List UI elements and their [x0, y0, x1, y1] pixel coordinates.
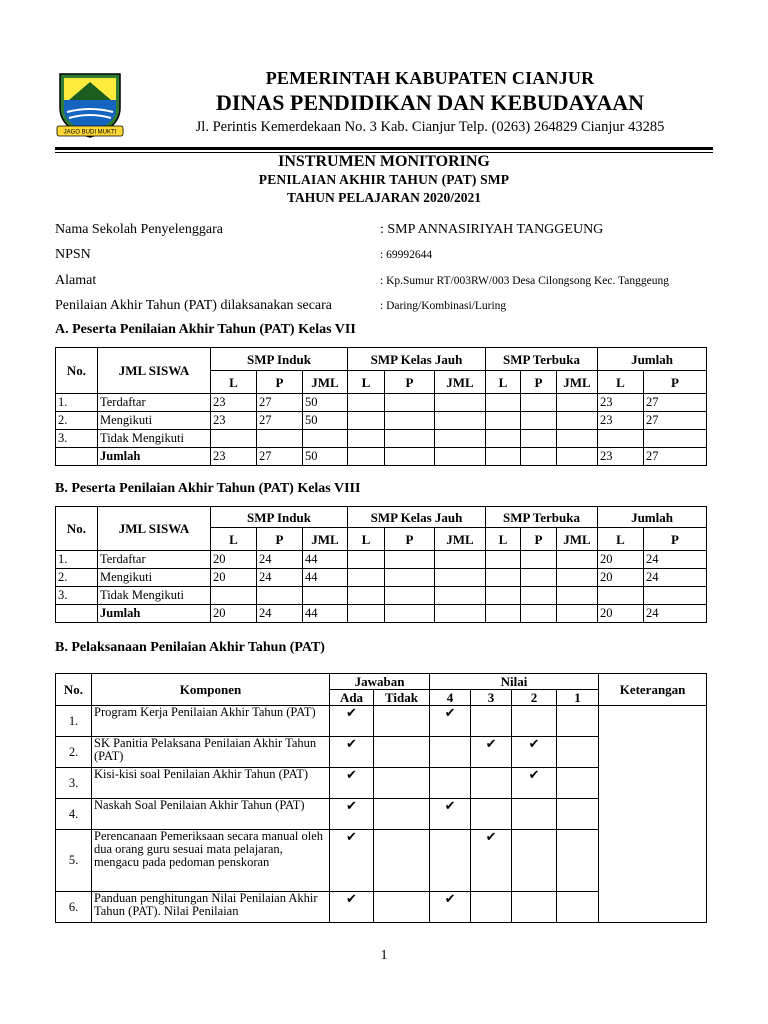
row-no: 1.: [56, 551, 98, 569]
empty-cell: [557, 706, 599, 737]
empty-cell: [374, 830, 430, 892]
row-value: [598, 587, 644, 605]
logo-ribbon-text: JAGO BUDI MUKTI: [63, 129, 117, 136]
row-value: 20: [598, 605, 644, 623]
info-value-mode: : Daring/Kombinasi/Luring: [380, 300, 507, 312]
header-jml: JML: [303, 371, 348, 394]
table-row: [56, 394, 707, 412]
header-l: L: [211, 371, 257, 394]
row-value: 24: [644, 605, 707, 623]
row-value: [385, 587, 435, 605]
row-value: [521, 569, 557, 587]
header-nilai: Nilai: [430, 674, 599, 690]
row-value: [348, 587, 385, 605]
row-value: 20: [211, 569, 257, 587]
row-value: [257, 587, 303, 605]
header-jml-siswa: JML SISWA: [98, 348, 211, 394]
row-label: Mengikuti: [98, 412, 211, 430]
row-no: 5.: [56, 830, 92, 892]
row-value: 44: [303, 569, 348, 587]
row-value: [435, 605, 486, 623]
header-komponen: Komponen: [92, 674, 330, 706]
row-value: 23: [598, 448, 644, 466]
check-mark-icon: ✔: [330, 799, 374, 830]
header-l: L: [211, 528, 257, 551]
empty-cell: [557, 737, 599, 768]
header-smp-terbuka: SMP Terbuka: [486, 507, 598, 528]
doc-subtitle: PENILAIAN AKHIR TAHUN (PAT) SMP: [258, 172, 510, 187]
empty-cell: [471, 768, 512, 799]
row-value: [385, 394, 435, 412]
row-value: [348, 430, 385, 448]
header-jml: JML: [557, 371, 598, 394]
info-value-npsn: : 69992644: [380, 249, 433, 261]
row-value: 20: [598, 551, 644, 569]
row-value: [348, 605, 385, 623]
header-jml-siswa: JML SISWA: [98, 507, 211, 551]
row-value: [486, 587, 521, 605]
row-no: 2.: [56, 569, 98, 587]
cianjur-emblem-logo: [55, 70, 125, 140]
row-value: 23: [598, 394, 644, 412]
table-pelaksanaan: [55, 673, 707, 923]
row-value: [521, 394, 557, 412]
row-value: 23: [211, 412, 257, 430]
row-value: 27: [257, 394, 303, 412]
empty-cell: [374, 892, 430, 923]
header-jml: JML: [435, 528, 486, 551]
header-p: P: [257, 371, 303, 394]
row-value: [521, 430, 557, 448]
row-no: 3.: [56, 587, 98, 605]
info-label-address: Alamat: [55, 273, 97, 288]
row-no: 6.: [56, 892, 92, 923]
header-smp-induk: SMP Induk: [211, 507, 348, 528]
table-row: [56, 605, 707, 623]
row-value: [257, 430, 303, 448]
row-value: [303, 430, 348, 448]
empty-cell: [471, 892, 512, 923]
check-mark-icon: ✔: [471, 830, 512, 892]
row-no: 1.: [56, 394, 98, 412]
row-value: 20: [598, 569, 644, 587]
check-mark-icon: ✔: [330, 737, 374, 768]
row-no: 2.: [56, 737, 92, 768]
letterhead-rule-thick: [55, 147, 713, 150]
check-mark-icon: ✔: [430, 892, 471, 923]
header-ada: Ada: [330, 690, 374, 706]
table-row: [56, 587, 707, 605]
header-nilai-1: 1: [557, 690, 599, 706]
letterhead-address: Jl. Perintis Kemerdekaan No. 3 Kab. Cianjur Telp. (0263) 264829 Cianjur 43285: [195, 119, 665, 135]
row-value: [521, 412, 557, 430]
row-value: [486, 551, 521, 569]
row-value: 24: [257, 569, 303, 587]
row-value: [435, 394, 486, 412]
row-komponen: Kisi-kisi soal Penilaian Akhir Tahun (PAT): [92, 768, 330, 799]
row-value: [598, 430, 644, 448]
letterhead: [130, 68, 730, 136]
row-value: 24: [644, 551, 707, 569]
header-tidak: Tidak: [374, 690, 430, 706]
row-value: [557, 551, 598, 569]
row-value: [385, 569, 435, 587]
header-p: P: [644, 371, 707, 394]
row-value: [486, 569, 521, 587]
row-value: [521, 448, 557, 466]
row-value: 50: [303, 412, 348, 430]
row-value: 44: [303, 551, 348, 569]
header-l: L: [348, 528, 385, 551]
row-value: 23: [211, 448, 257, 466]
check-mark-icon: ✔: [471, 737, 512, 768]
row-value: [486, 605, 521, 623]
row-value: [348, 551, 385, 569]
row-value: [557, 412, 598, 430]
header-jml: JML: [303, 528, 348, 551]
header-p: P: [385, 371, 435, 394]
row-value: 20: [211, 551, 257, 569]
header-p: P: [644, 528, 707, 551]
section-a-title: A. Peserta Penilaian Akhir Tahun (PAT) Kelas VII: [55, 322, 356, 337]
empty-cell: [471, 799, 512, 830]
row-value: [211, 587, 257, 605]
keterangan-cell: [599, 706, 707, 923]
row-komponen: SK Panitia Pelaksana Penilaian Akhir Tahun (PAT): [92, 737, 330, 768]
row-value: [557, 448, 598, 466]
header-jml: JML: [435, 371, 486, 394]
header-p: P: [521, 528, 557, 551]
header-smp-kelas-jauh: SMP Kelas Jauh: [348, 348, 486, 371]
page-number: 1: [380, 948, 388, 963]
section-c-title: B. Pelaksanaan Penilaian Akhir Tahun (PAT): [55, 640, 325, 655]
check-mark-icon: ✔: [512, 737, 557, 768]
row-value: 24: [257, 551, 303, 569]
row-value: 20: [211, 605, 257, 623]
header-no: No.: [56, 348, 98, 394]
table-row: [56, 551, 707, 569]
row-value: [435, 430, 486, 448]
row-value: [211, 430, 257, 448]
header-nilai-2: 2: [512, 690, 557, 706]
empty-cell: [557, 830, 599, 892]
row-label: Mengikuti: [98, 569, 211, 587]
info-value-school: : SMP ANNASIRIYAH TANGGEUNG: [380, 222, 604, 237]
row-value: [385, 605, 435, 623]
row-value: 24: [257, 605, 303, 623]
empty-cell: [374, 706, 430, 737]
header-p: P: [257, 528, 303, 551]
empty-cell: [557, 768, 599, 799]
doc-year: TAHUN PELAJARAN 2020/2021: [286, 190, 481, 205]
table-row: [56, 412, 707, 430]
row-no: [56, 448, 98, 466]
row-label: Jumlah: [98, 448, 211, 466]
row-label: Tidak Mengikuti: [98, 430, 211, 448]
header-smp-terbuka: SMP Terbuka: [486, 348, 598, 371]
row-value: [486, 412, 521, 430]
row-value: [557, 587, 598, 605]
row-value: [486, 394, 521, 412]
row-komponen: Panduan penghitungan Nilai Penilaian Akhir Tahun (PAT). Nilai Penilaian: [92, 892, 330, 923]
row-komponen: Program Kerja Penilaian Akhir Tahun (PAT): [92, 706, 330, 737]
row-label: Tidak Mengikuti: [98, 587, 211, 605]
check-mark-icon: ✔: [430, 706, 471, 737]
empty-cell: [374, 768, 430, 799]
empty-cell: [374, 737, 430, 768]
doc-title: INSTRUMEN MONITORING: [278, 153, 490, 170]
info-label-npsn: NPSN: [55, 247, 91, 262]
row-no: [56, 605, 98, 623]
row-value: [521, 551, 557, 569]
row-value: 50: [303, 448, 348, 466]
row-value: 23: [211, 394, 257, 412]
table-row: [56, 706, 707, 737]
row-value: 50: [303, 394, 348, 412]
empty-cell: [557, 892, 599, 923]
table-kelas-viii: [55, 506, 707, 623]
row-no: 2.: [56, 412, 98, 430]
row-value: [644, 430, 707, 448]
row-value: [385, 412, 435, 430]
header-no: No.: [56, 674, 92, 706]
check-mark-icon: ✔: [430, 799, 471, 830]
row-value: [385, 448, 435, 466]
row-label: Terdaftar: [98, 551, 211, 569]
row-value: [385, 551, 435, 569]
row-no: 3.: [56, 430, 98, 448]
info-label-school: Nama Sekolah Penyelenggara: [55, 222, 223, 237]
header-smp-kelas-jauh: SMP Kelas Jauh: [348, 507, 486, 528]
empty-cell: [430, 830, 471, 892]
row-komponen: Naskah Soal Penilaian Akhir Tahun (PAT): [92, 799, 330, 830]
empty-cell: [374, 799, 430, 830]
header-smp-induk: SMP Induk: [211, 348, 348, 371]
row-value: [348, 448, 385, 466]
header-l: L: [598, 528, 644, 551]
row-value: [348, 569, 385, 587]
header-nilai-3: 3: [471, 690, 512, 706]
table-row: [56, 448, 707, 466]
header-l: L: [486, 528, 521, 551]
empty-cell: [471, 706, 512, 737]
row-value: 27: [257, 412, 303, 430]
row-value: [385, 430, 435, 448]
row-value: 27: [644, 412, 707, 430]
row-value: [486, 430, 521, 448]
check-mark-icon: ✔: [330, 892, 374, 923]
row-value: 44: [303, 605, 348, 623]
empty-cell: [557, 799, 599, 830]
row-value: 27: [257, 448, 303, 466]
row-value: [486, 448, 521, 466]
check-mark-icon: ✔: [330, 768, 374, 799]
row-label: Jumlah: [98, 605, 211, 623]
header-l: L: [486, 371, 521, 394]
row-value: [348, 412, 385, 430]
row-value: 23: [598, 412, 644, 430]
row-value: 27: [644, 448, 707, 466]
letterhead-agency: DINAS PENDIDIKAN DAN KEBUDAYAAN: [215, 90, 645, 115]
row-value: [557, 394, 598, 412]
header-nilai-4: 4: [430, 690, 471, 706]
row-value: 24: [644, 569, 707, 587]
check-mark-icon: ✔: [512, 768, 557, 799]
empty-cell: [512, 799, 557, 830]
row-value: [521, 605, 557, 623]
check-mark-icon: ✔: [330, 830, 374, 892]
table-row: [56, 569, 707, 587]
header-p: P: [521, 371, 557, 394]
row-value: [557, 430, 598, 448]
check-mark-icon: ✔: [330, 706, 374, 737]
header-p: P: [385, 528, 435, 551]
row-value: [435, 569, 486, 587]
row-value: [435, 448, 486, 466]
header-l: L: [598, 371, 644, 394]
row-value: [348, 394, 385, 412]
row-value: [435, 587, 486, 605]
row-value: [435, 412, 486, 430]
row-no: 1.: [56, 706, 92, 737]
empty-cell: [430, 737, 471, 768]
row-no: 3.: [56, 768, 92, 799]
row-value: 27: [644, 394, 707, 412]
empty-cell: [430, 768, 471, 799]
row-value: [435, 551, 486, 569]
row-label: Terdaftar: [98, 394, 211, 412]
header-keterangan: Keterangan: [599, 674, 707, 706]
row-komponen: Perencanaan Pemeriksaan secara manual oleh dua orang guru sesuai mata pelajaran, mengacu pada pedoman penskoran: [92, 830, 330, 892]
empty-cell: [512, 706, 557, 737]
header-l: L: [348, 371, 385, 394]
header-jml: JML: [557, 528, 598, 551]
row-value: [303, 587, 348, 605]
section-b-title: B. Peserta Penilaian Akhir Tahun (PAT) Kelas VIII: [55, 481, 361, 496]
header-jawaban: Jawaban: [330, 674, 430, 690]
row-value: [557, 569, 598, 587]
row-value: [557, 605, 598, 623]
row-value: [521, 587, 557, 605]
empty-cell: [512, 892, 557, 923]
empty-cell: [512, 830, 557, 892]
header-no: No.: [56, 507, 98, 551]
header-jumlah: Jumlah: [598, 348, 707, 371]
letterhead-government: PEMERINTAH KABUPATEN CIANJUR: [265, 68, 595, 88]
row-value: [644, 587, 707, 605]
table-row: [56, 430, 707, 448]
info-label-mode: Penilaian Akhir Tahun (PAT) dilaksanakan secara: [55, 298, 333, 313]
table-kelas-vii: [55, 347, 707, 466]
header-jumlah: Jumlah: [598, 507, 707, 528]
info-value-address: : Kp.Sumur RT/003RW/003 Desa Cilongsong Kec. Tanggeung: [380, 275, 669, 287]
row-no: 4.: [56, 799, 92, 830]
